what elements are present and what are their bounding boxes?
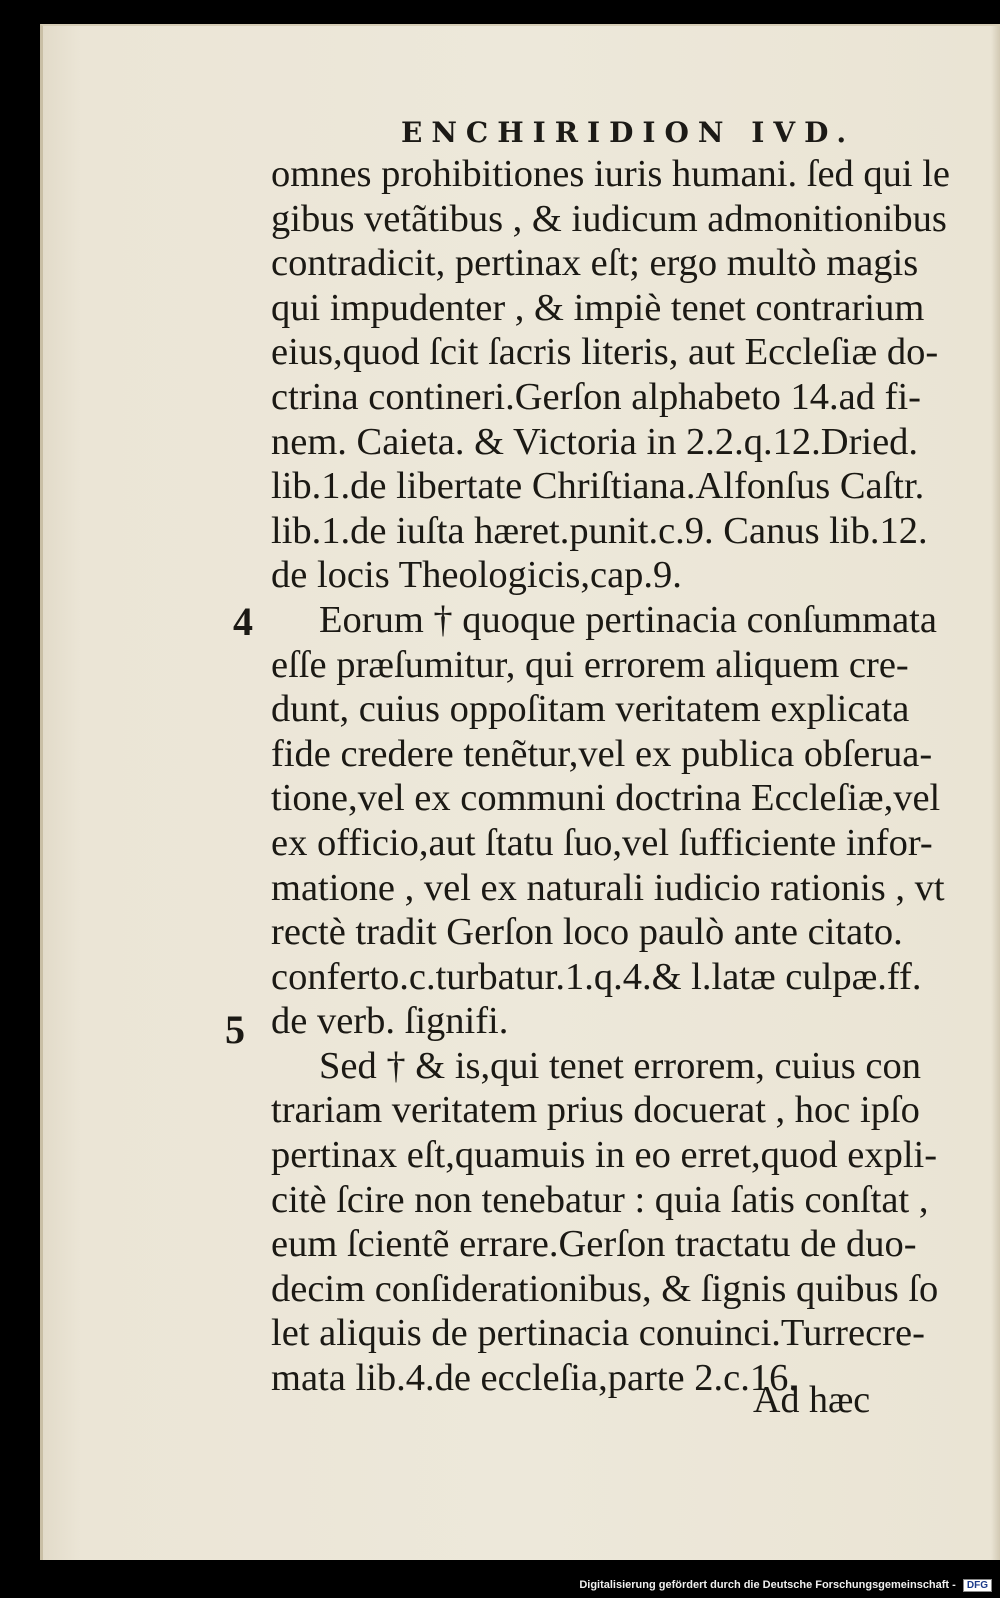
- text-line: de verb. ſignifi.: [271, 1000, 509, 1043]
- text-line: qui impudenter , & impiè tenet contrarium: [271, 286, 925, 329]
- text-line: de locis Theologicis,cap.9.: [271, 554, 682, 597]
- text-line: nem. Caieta. & Victoria in 2.2.q.12.Dried.: [271, 420, 919, 463]
- text-line: eſſe præſumitur, qui errorem aliquem cre-: [271, 643, 909, 686]
- text-line: decim conſiderationibus, & ſignis quibus ſo: [271, 1267, 939, 1310]
- catchword: Ad hæc: [753, 1379, 871, 1421]
- text-line: ctrina contineri.Gerſon alphabeto 14.ad fi-: [271, 375, 921, 418]
- text-line: ex officio,aut ſtatu ſuo,vel ſufficiente infor-: [271, 821, 933, 864]
- text-line: omnes prohibitiones iuris humani. ſed qui le: [271, 153, 951, 195]
- text-line: citè ſcire non tenebatur : quia ſatis conſtat ,: [271, 1178, 929, 1221]
- dfg-logo: DFG: [963, 1579, 992, 1592]
- text-line: contradicit, pertinax eſt; ergo multò magis: [271, 242, 919, 285]
- text-line: Sed † & is,qui tenet errorem, cuius con: [319, 1044, 921, 1087]
- text-line: pertinax eſt,quamuis in eo erret,quod expli-: [271, 1134, 938, 1177]
- book-page: [40, 24, 1000, 1560]
- text-line: gibus vetãtibus , & iudicum admonitionibus: [271, 197, 947, 240]
- text-line: fide credere tenẽtur,vel ex publica obſerua-: [271, 732, 933, 775]
- text-line: Eorum † quoque pertinacia conſummata: [319, 598, 937, 641]
- text-line: matione , vel ex naturali iudicio rationis , vt: [271, 866, 945, 909]
- text-line: lib.1.de libertate Chriſtiana.Alfonſus Caſtr.: [271, 465, 925, 508]
- digitization-credit: [579, 1579, 992, 1592]
- paragraph-number: 4: [233, 599, 253, 644]
- text-line: lib.1.de iuſta hæret.punit.c.9. Canus lib.12.: [271, 509, 928, 552]
- text-line: tione,vel ex communi doctrina Eccleſiæ,vel: [271, 777, 941, 820]
- text-line: eum ſcientẽ errare.Gerſon tractatu de duo-: [271, 1223, 917, 1266]
- running-head: ENCHIRIDION IVD.: [401, 116, 856, 149]
- text-line: dunt, cuius oppoſitam veritatem explicata: [271, 688, 910, 731]
- text-block: [271, 152, 951, 1401]
- text-line: mata lib.4.de eccleſia,parte 2.c.16.: [271, 1357, 798, 1400]
- credit-text: Digitalisierung gefördert durch die Deutsche Forschungsgemeinschaft -: [579, 1579, 956, 1591]
- text-line: conferto.c.turbatur.1.q.4.& l.latæ culpæ.ff.: [271, 955, 922, 998]
- text-line: trariam veritatem prius docuerat , hoc ipſo: [271, 1089, 920, 1132]
- text-line: let aliquis de pertinacia conuinci.Turrecre-: [271, 1312, 925, 1355]
- text-line: rectè tradit Gerſon loco paulò ante citato.: [271, 911, 903, 954]
- paragraph-number: 5: [225, 1007, 245, 1052]
- text-line: eius,quod ſcit ſacris literis, aut Eccleſiæ do-: [271, 331, 939, 374]
